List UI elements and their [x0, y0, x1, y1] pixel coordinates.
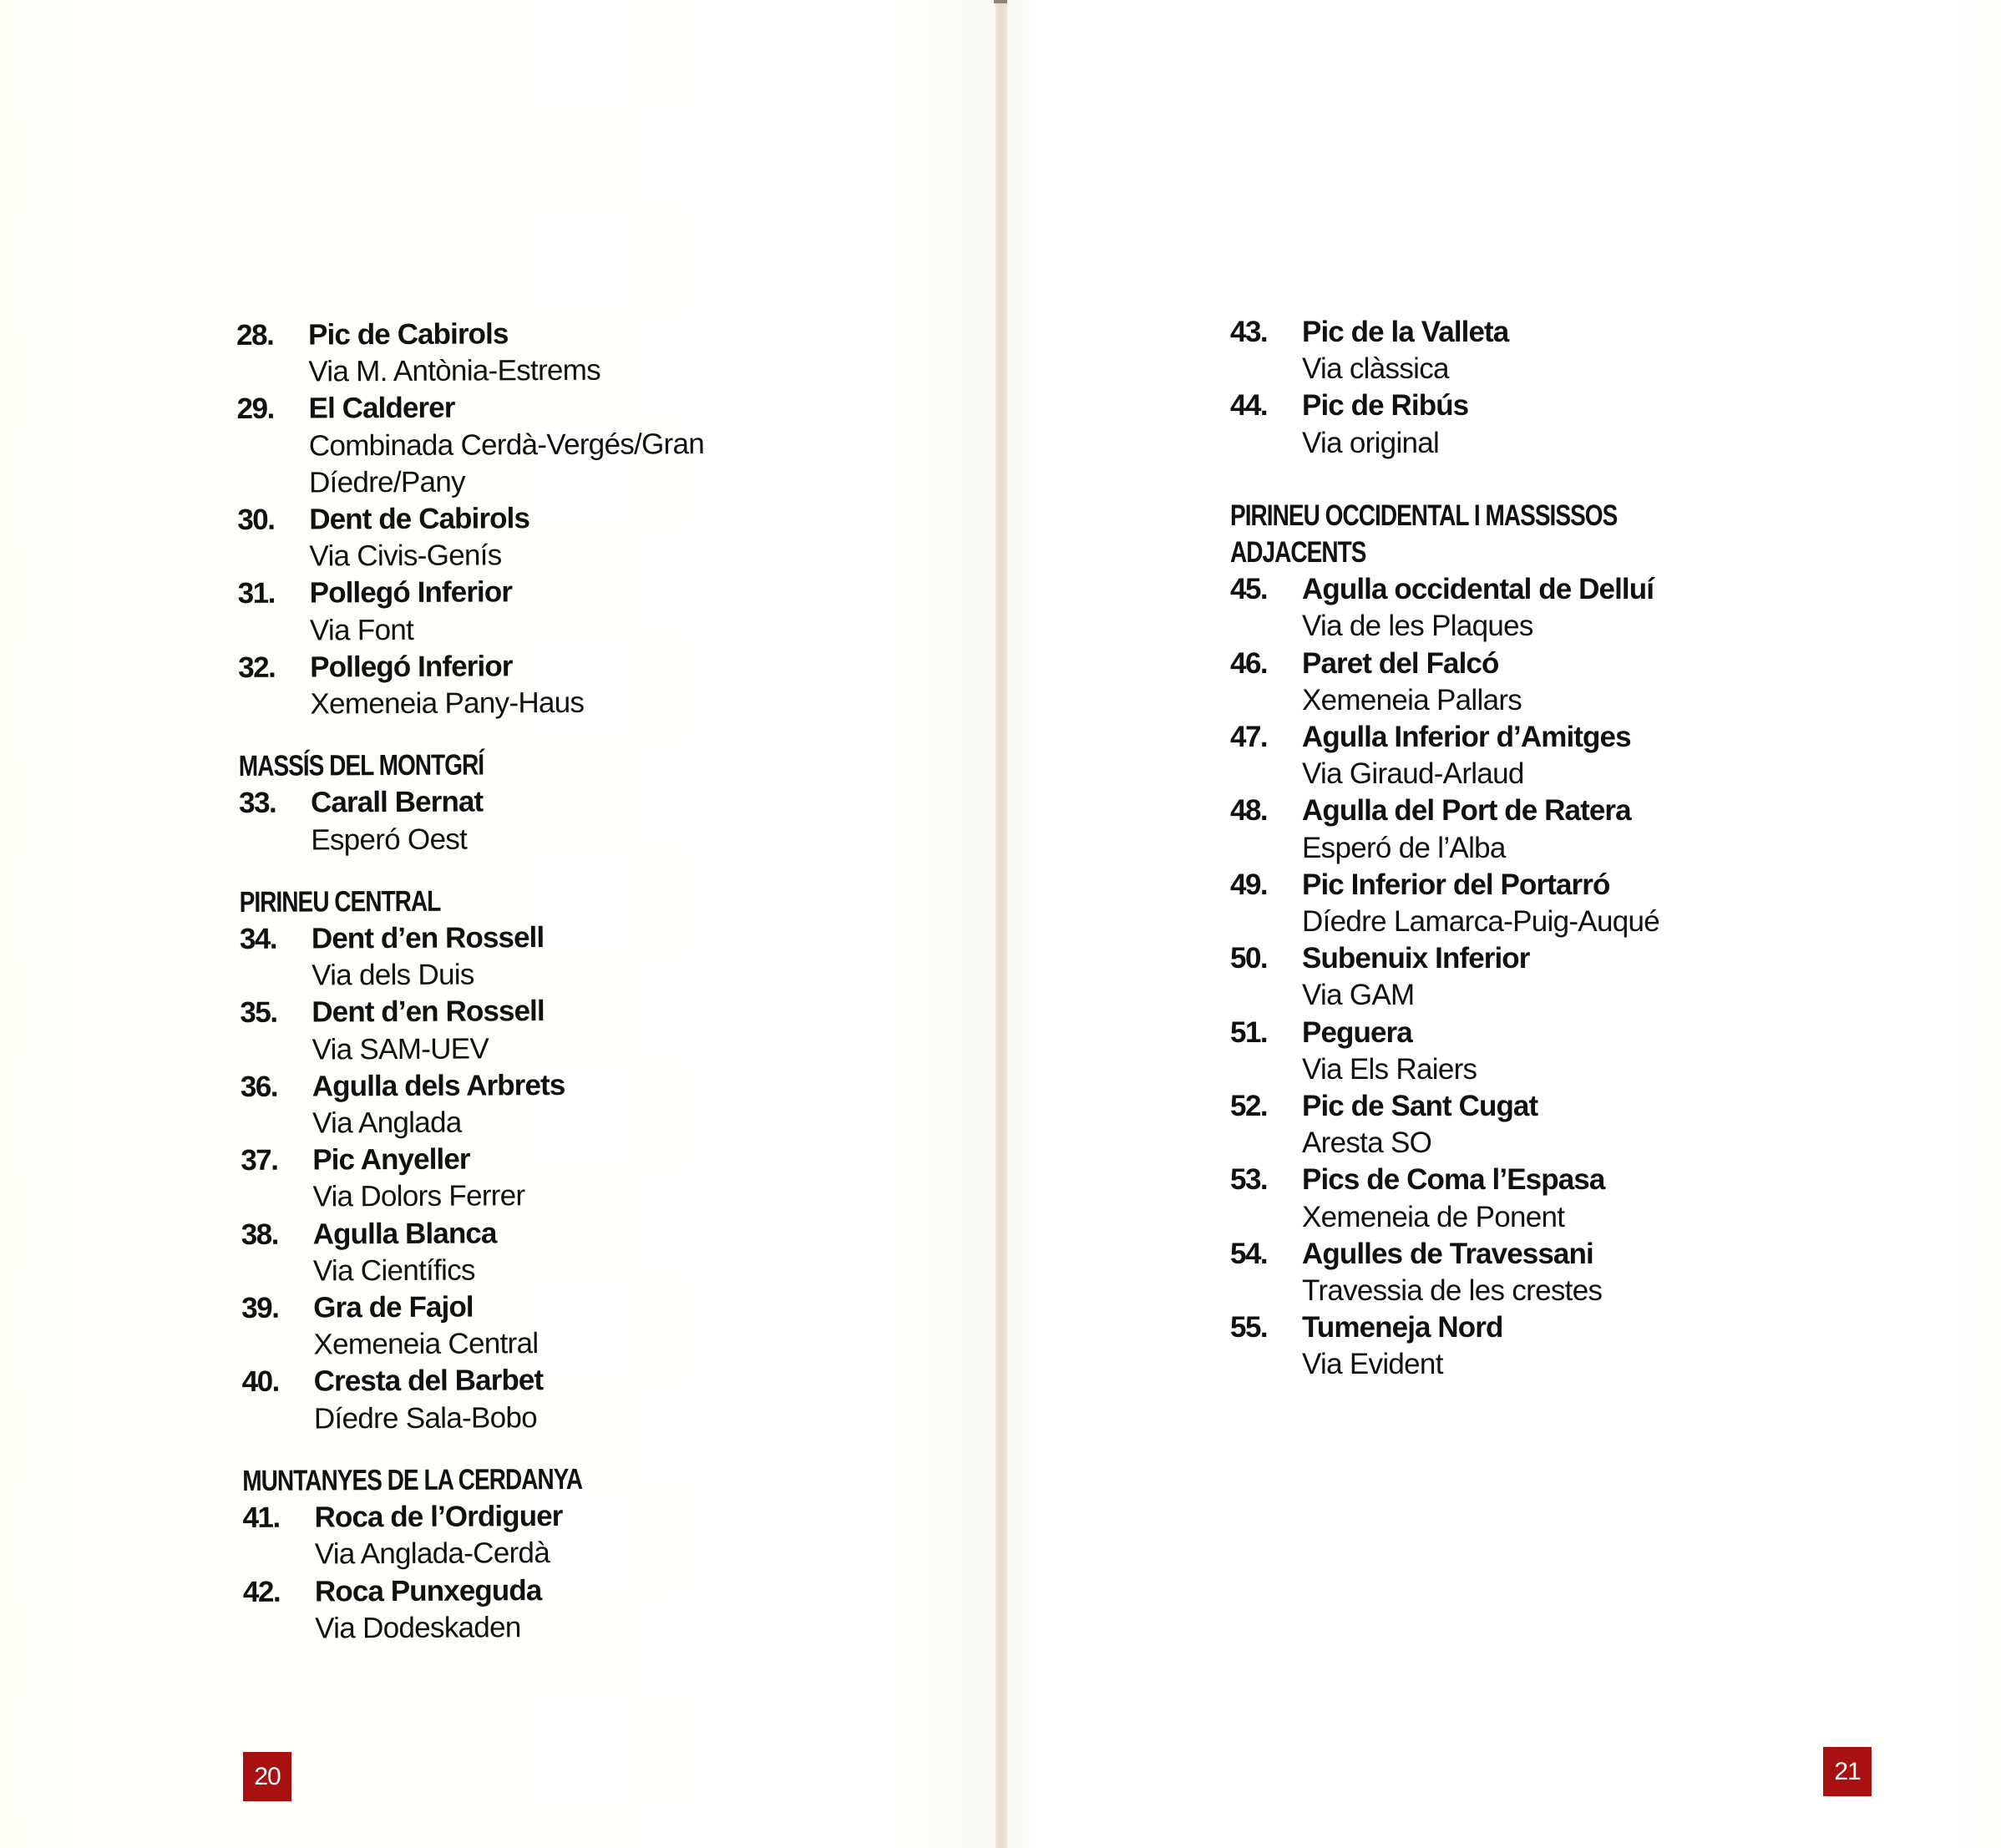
route-name: Esperó Oest — [311, 823, 468, 857]
route-entry — [1230, 646, 1865, 719]
route-entry — [1230, 719, 1865, 792]
page-number: 20 — [243, 1752, 291, 1801]
route-name: Via Científics — [312, 1253, 475, 1288]
entry-number: 54. — [1230, 1237, 1268, 1270]
route-entry — [1230, 1162, 1865, 1235]
route-entry — [1230, 387, 1865, 461]
entry-number: 51. — [1230, 1015, 1268, 1049]
entry-number: 35. — [240, 996, 277, 1030]
entry-number: 33. — [238, 787, 276, 820]
route-name: Xemeneia Central — [313, 1327, 539, 1361]
route-name: Aresta SO — [1302, 1127, 1432, 1160]
route-name: Combinada Cerdà-Vergés/Gran Díedre/Pany — [308, 427, 705, 499]
peak-name: Dent de Cabirols — [309, 502, 530, 536]
entry-number: 47. — [1230, 721, 1268, 754]
entry-number: 37. — [241, 1144, 278, 1177]
entry-number: 38. — [241, 1218, 279, 1251]
entry-number: 36. — [240, 1070, 278, 1103]
route-entry — [1230, 1309, 1865, 1383]
entry-number: 30. — [237, 503, 275, 537]
route-entry — [240, 991, 874, 1068]
peak-name: Dent d’en Rossell — [311, 921, 545, 955]
section-heading: MUNTANYES DE LA CERDANYA — [242, 1462, 583, 1497]
peak-name: Peguera — [1302, 1015, 1412, 1049]
entry-number: 32. — [238, 651, 276, 684]
route-name: Via Font — [309, 613, 414, 647]
route-entry — [1230, 867, 1865, 940]
route-name: Xemeneia de Ponent — [1302, 1200, 1565, 1233]
route-name: Via original — [1302, 426, 1440, 459]
route-entry — [236, 314, 871, 391]
peak-name: Agulla dels Arbrets — [312, 1068, 565, 1103]
route-name: Travessia de les crestes — [1302, 1274, 1603, 1308]
entry-number: 39. — [241, 1291, 279, 1325]
route-entry — [242, 1496, 877, 1573]
peak-name: Subenuix Inferior — [1302, 942, 1530, 975]
entry-number: 28. — [236, 318, 274, 352]
entry-number: 42. — [242, 1575, 281, 1608]
entry-number: 50. — [1230, 942, 1268, 975]
entry-number: 55. — [1230, 1311, 1268, 1344]
section-heading-line-1: PIRINEU OCCIDENTAL I MASSISSOS — [1230, 499, 1618, 532]
route-entry — [243, 1571, 878, 1648]
section-heading: MASSÍS DEL MONTGRÍ — [238, 748, 484, 783]
route-section — [240, 881, 877, 1438]
peak-name: Roca Punxeguda — [314, 1573, 542, 1608]
route-name: Via dels Duis — [312, 958, 474, 992]
route-entry — [237, 499, 872, 575]
route-entry — [239, 782, 874, 858]
route-entry — [236, 387, 872, 502]
peak-name: Pic Inferior del Portarró — [1302, 868, 1610, 901]
route-entry — [1230, 1015, 1865, 1088]
peak-name: Pic Anyeller — [312, 1142, 470, 1177]
entry-number: 52. — [1230, 1090, 1268, 1123]
peak-name: El Calderer — [308, 392, 455, 425]
peak-name: Roca de l’Ordiguer — [314, 1500, 563, 1534]
section-heading: PIRINEU CENTRAL — [239, 884, 441, 919]
route-name: Via clàssica — [1302, 352, 1449, 386]
route-entry — [1230, 940, 1865, 1014]
entry-number: 31. — [237, 577, 275, 610]
entry-number: 29. — [236, 392, 274, 426]
route-name: Via SAM-UEV — [312, 1032, 489, 1066]
route-name: Via Dodeskaden — [315, 1610, 521, 1645]
route-name: Xemeneia Pallars — [1302, 683, 1522, 716]
peak-name: Paret del Falcó — [1302, 646, 1499, 680]
entry-number: 49. — [1230, 868, 1268, 901]
route-name: Díedre Sala-Bobo — [313, 1400, 538, 1435]
peak-name: Pollegó Inferior — [309, 575, 513, 610]
route-section — [239, 745, 874, 859]
route-entry — [1230, 792, 1865, 866]
route-section — [1230, 314, 1865, 462]
entry-number: 44. — [1230, 389, 1268, 423]
entry-number: 53. — [1230, 1163, 1268, 1197]
route-name: Via Dolors Ferrer — [312, 1179, 525, 1214]
route-name: Via M. Antònia-Estrems — [308, 353, 601, 388]
route-name: Via Evident — [1302, 1348, 1443, 1381]
route-name: Via Anglada — [312, 1106, 462, 1140]
peak-name: Tumeneja Nord — [1302, 1311, 1503, 1344]
route-name: Via Civis-Genís — [309, 539, 502, 573]
entry-number: 41. — [242, 1501, 280, 1535]
route-name: Esperó de l’Alba — [1302, 831, 1506, 864]
peak-name: Agulla occidental de Delluí — [1302, 573, 1654, 606]
route-entry — [238, 572, 873, 649]
peak-name: Gra de Fajol — [313, 1290, 474, 1324]
route-name: Via GAM — [1302, 979, 1415, 1012]
peak-name: Agulla Blanca — [312, 1217, 497, 1251]
entry-number: 45. — [1230, 573, 1268, 606]
route-entry — [240, 918, 874, 995]
route-name: Díedre Lamarca-Puig-Auqué — [1302, 905, 1660, 939]
peak-name: Pic de Cabirols — [308, 317, 509, 352]
entry-number: 34. — [239, 922, 277, 956]
route-entry — [1230, 1236, 1865, 1309]
section-heading-line-2: ADJACENTS — [1230, 536, 1366, 570]
peak-name: Agulla del Port de Ratera — [1302, 794, 1631, 828]
right-page-content — [1230, 314, 1865, 1384]
route-name: Via de les Plaques — [1302, 610, 1533, 643]
route-entry — [241, 1066, 875, 1142]
entry-number: 43. — [1230, 316, 1268, 348]
left-page — [0, 0, 995, 1848]
route-entry — [241, 1213, 876, 1290]
entry-number: 48. — [1230, 794, 1268, 828]
route-entry — [241, 1287, 876, 1364]
entry-number: 46. — [1230, 646, 1268, 680]
peak-name: Pics de Coma l’Espasa — [1302, 1163, 1605, 1197]
route-entry — [238, 646, 873, 723]
route-entry — [1230, 314, 1865, 387]
page-number: 21 — [1823, 1747, 1872, 1796]
peak-name: Cresta del Barbet — [313, 1364, 544, 1399]
book-gutter — [995, 0, 1007, 1848]
peak-name: Pollegó Inferior — [310, 650, 513, 684]
route-entry — [241, 1139, 875, 1216]
route-entry — [242, 1360, 877, 1437]
peak-name: Dent d’en Rossell — [312, 995, 545, 1029]
route-section — [1230, 498, 1865, 1384]
route-name: Via Els Raiers — [1302, 1052, 1477, 1086]
left-page-content — [236, 314, 878, 1648]
peak-name: Pic de Ribús — [1302, 389, 1469, 423]
route-section — [236, 314, 874, 723]
peak-name: Agulles de Travessani — [1302, 1237, 1593, 1270]
entry-number: 40. — [241, 1365, 279, 1399]
route-name: Via Giraud-Arlaud — [1302, 757, 1524, 791]
peak-name: Pic de Sant Cugat — [1302, 1090, 1538, 1123]
route-entry — [1230, 571, 1865, 645]
route-entry — [1230, 1088, 1865, 1162]
route-name: Via Anglada-Cerdà — [314, 1537, 550, 1571]
route-section — [242, 1460, 878, 1648]
peak-name: Carall Bernat — [310, 785, 484, 819]
peak-name: Pic de la Valleta — [1302, 316, 1509, 348]
route-name: Xemeneia Pany-Haus — [310, 686, 585, 721]
peak-name: Agulla Inferior d’Amitges — [1302, 721, 1631, 754]
